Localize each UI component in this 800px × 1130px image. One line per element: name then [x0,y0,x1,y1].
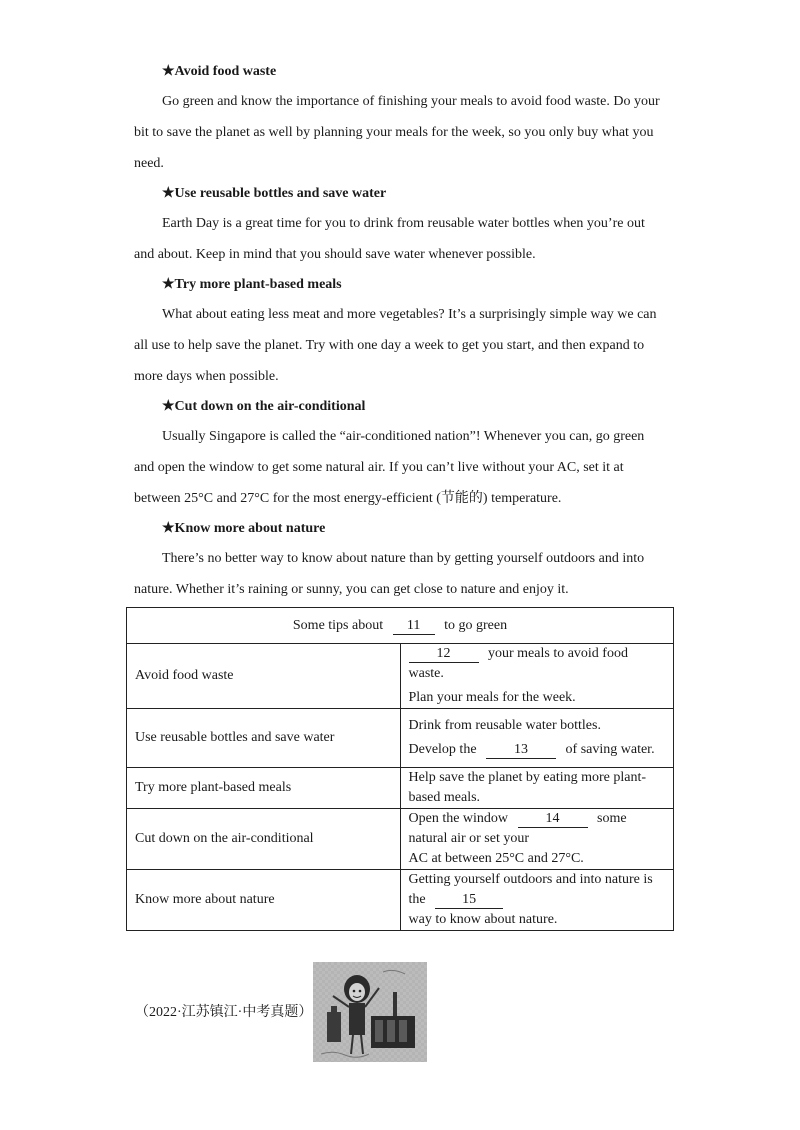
row-content [400,644,674,709]
header-text-after: to go green [444,617,508,633]
body-line: more days when possible. [134,369,279,384]
body-line: Usually Singapore is called the “air-conditioned nation”! Whenever you can, go green [162,429,645,444]
cell-text: some natural air or set your [408,811,627,846]
section-heading: ★Use reusable bottles and save water [162,186,387,201]
row-content: Help save the planet by eating more plant-based meals. [400,768,674,809]
body-line: need. [134,156,164,171]
header-text-before: Some tips about [292,617,384,633]
row-label: Know more about nature [127,870,401,931]
table-header-cell [127,608,674,644]
table-row [127,768,674,809]
section-heading: ★Avoid food waste [162,64,277,79]
table-row [127,709,674,768]
cell-text: Develop the [408,742,477,757]
cell-text: your meals to avoid food waste. [408,646,628,681]
cell-text: Plan your meals for the week. [408,690,576,705]
row-content [400,809,674,870]
section-heading: ★Know more about nature [162,521,326,536]
body-line: There’s no better way to know about nature than by getting yourself outdoors and into [162,551,645,566]
row-label: Avoid food waste [127,644,401,709]
body-line: all use to help save the planet. Try with one day a week to get you start, and then expand to [134,338,645,353]
body-line: Go green and know the importance of finishing your meals to avoid food waste. Do your [162,94,660,109]
row-content [400,709,674,768]
table-row [127,870,674,931]
child-drawing-photo [313,962,427,1062]
blank-14[interactable]: 14 [518,810,588,828]
section-heading: ★Try more plant-based meals [162,277,342,292]
cell-text: of saving water. [565,742,655,757]
row-content [400,870,674,931]
section-heading: ★Cut down on the air-conditional [162,399,366,414]
blank-13[interactable]: 13 [486,741,556,759]
blank-11[interactable]: 11 [393,617,435,635]
blank-12[interactable]: 12 [409,645,479,663]
table-row [127,809,674,870]
table-row [127,644,674,709]
body-line: What about eating less meat and more vegetables? It’s a surprisingly simple way we can [162,307,657,322]
body-line: and open the window to get some natural air. If you can’t live without your AC, set it at [134,460,624,475]
body-line: and about. Keep in mind that you should save water whenever possible. [134,247,536,262]
body-line: bit to save the planet as well by planning your meals for the week, so you only buy what you [134,125,654,140]
cell-text: Getting yourself outdoors and into nature is the [408,872,653,907]
cell-text: way to know about nature. [408,912,558,927]
table-header-row [127,608,674,644]
body-line: between 25°C and 27°C for the most energy-efficient (节能的) temperature. [134,491,562,506]
cell-text: AC at between 25°C and 27°C. [408,851,584,866]
blank-15[interactable]: 15 [435,891,503,909]
row-label: Use reusable bottles and save water [127,709,401,768]
source-note: （2022·江苏镇江·中考真题） [135,1005,313,1020]
row-label: Cut down on the air-conditional [127,809,401,870]
body-line: nature. Whether it’s raining or sunny, you can get close to nature and enjoy it. [134,582,569,597]
cell-text: Open the window [408,811,509,826]
row-label: Try more plant-based meals [127,768,401,809]
body-line: Earth Day is a great time for you to drink from reusable water bottles when you’re out [162,216,645,231]
cell-text: Drink from reusable water bottles. [408,718,601,733]
tips-table [126,607,674,931]
